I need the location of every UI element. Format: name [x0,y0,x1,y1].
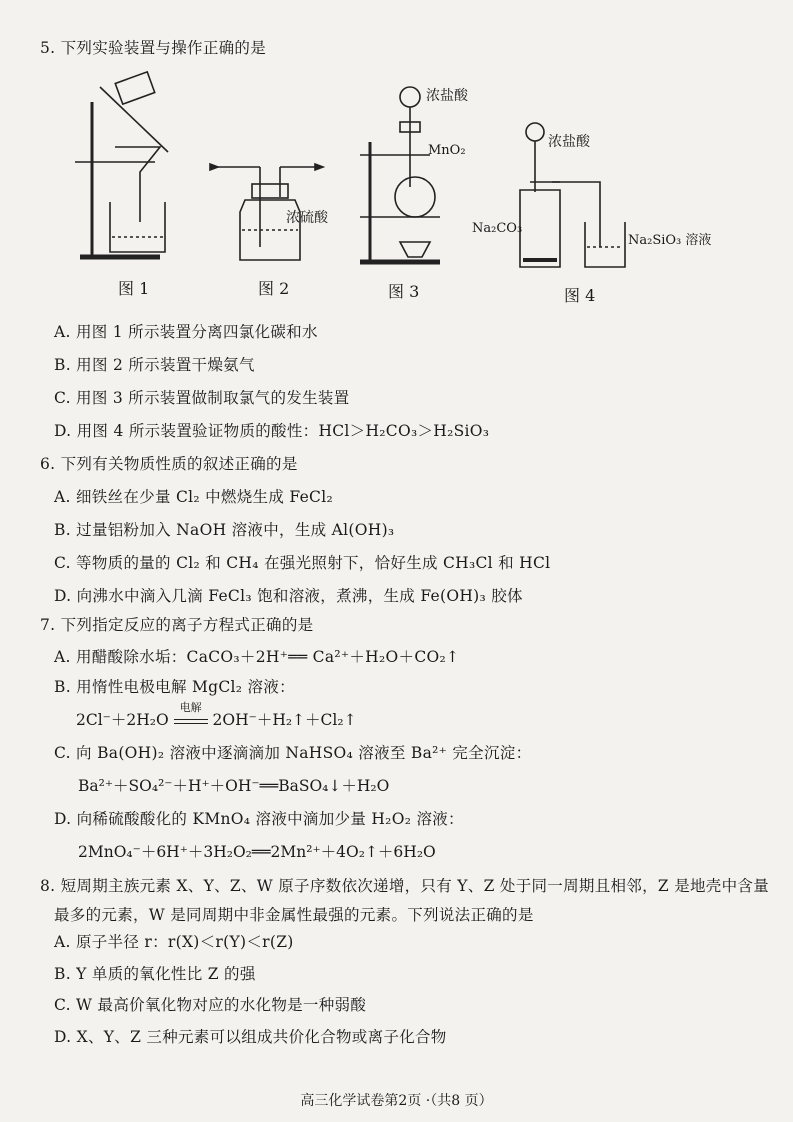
label-conc-hcl-4: 浓盐酸 [548,134,590,150]
q6-option-a: A. 细铁丝在少量 Cl₂ 中燃烧生成 FeCl₂ [54,488,333,506]
q8-option-d: D. X、Y、Z 三种元素可以组成共价化合物或离子化合物 [54,1028,447,1046]
q5-apparatus-figures [60,72,712,282]
q7-b-eq-right: 2OH⁻＋H₂↑＋Cl₂↑ [212,711,357,729]
q6-title: 6. 下列有关物质性质的叙述正确的是 [40,455,298,473]
q5-option-d: D. 用图 4 所示装置验证物质的酸性：HCl＞H₂CO₃＞H₂SiO₃ [54,422,490,440]
figure-1-filtration [75,72,168,257]
q6-option-b: B. 过量铝粉加入 NaOH 溶液中，生成 Al(OH)₃ [54,521,395,539]
caption-fig-1: 图 1 [118,279,150,298]
q8-title: 8. 短周期主族元素 X、Y、Z、W 原子序数依次递增，只有 Y、Z 处于同一周期且相邻，Z 是地壳中含量 [40,877,769,895]
label-conc-hcl-3: 浓盐酸 [426,88,468,104]
q8-option-b: B. Y 单质的氧化性比 Z 的强 [54,965,256,983]
figure-3-chlorine-generator [360,87,440,262]
caption-fig-4: 图 4 [564,286,596,305]
q5-option-c: C. 用图 3 所示装置做制取氯气的发生装置 [54,389,350,407]
q8-title-line2: 最多的元素，W 是同周期中非金属性最强的元素。下列说法正确的是 [54,906,534,924]
page-footer: 高三化学试卷第2页 ·（共8 页） [300,1093,493,1109]
q7-option-a: A. 用醋酸除水垢：CaCO₃＋2H⁺══ Ca²⁺＋H₂O＋CO₂↑ [54,648,460,666]
q7-title: 7. 下列指定反应的离子方程式正确的是 [40,616,314,634]
caption-fig-3: 图 3 [388,282,420,301]
caption-fig-2: 图 2 [258,279,290,298]
q7-d-equation: 2MnO₄⁻＋6H⁺＋3H₂O₂══2Mn²⁺＋4O₂↑＋6H₂O [78,843,436,861]
q5-title: 5. 下列实验装置与操作正确的是 [40,39,267,57]
q6-option-d: D. 向沸水中滴入几滴 FeCl₃ 饱和溶液，煮沸，生成 Fe(OH)₃ 胶体 [54,587,523,605]
q8-option-a: A. 原子半径 r：r(X)＜r(Y)＜r(Z) [54,933,294,951]
q6-option-c: C. 等物质的量的 Cl₂ 和 CH₄ 在强光照射下，恰好生成 CH₃Cl 和 HCl [54,554,551,572]
q5-option-a: A. 用图 1 所示装置分离四氯化碳和水 [54,323,318,341]
label-mno2: MnO₂ [428,143,466,158]
q7-b-eq-condition [174,701,208,729]
q7-option-d: D. 向稀硫酸酸化的 KMnO₄ 溶液中滴加少量 H₂O₂ 溶液： [54,810,464,828]
q8-option-c: C. W 最高价氧化物对应的水化物是一种弱酸 [54,996,367,1014]
electrolysis-condition: 电解 [179,701,202,714]
q5-option-b: B. 用图 2 所示装置干燥氨气 [54,356,255,374]
q7-b-equation [76,701,357,730]
q7-option-b: B. 用惰性电极电解 MgCl₂ 溶液： [54,678,295,696]
label-na2sio3: Na₂SiO₃ 溶液 [628,233,712,248]
q7-b-eq-left: 2Cl⁻＋2H₂O [76,711,169,729]
q7-c-equation: Ba²⁺＋SO₄²⁻＋H⁺＋OH⁻══BaSO₄↓＋H₂O [78,777,390,795]
q7-option-c: C. 向 Ba(OH)₂ 溶液中逐滴滴加 NaHSO₄ 溶液至 Ba²⁺ 完全沉淀： [54,744,532,762]
label-na2co3: Na₂CO₃ [472,221,523,236]
label-conc-h2so4: 浓硫酸 [286,210,328,226]
